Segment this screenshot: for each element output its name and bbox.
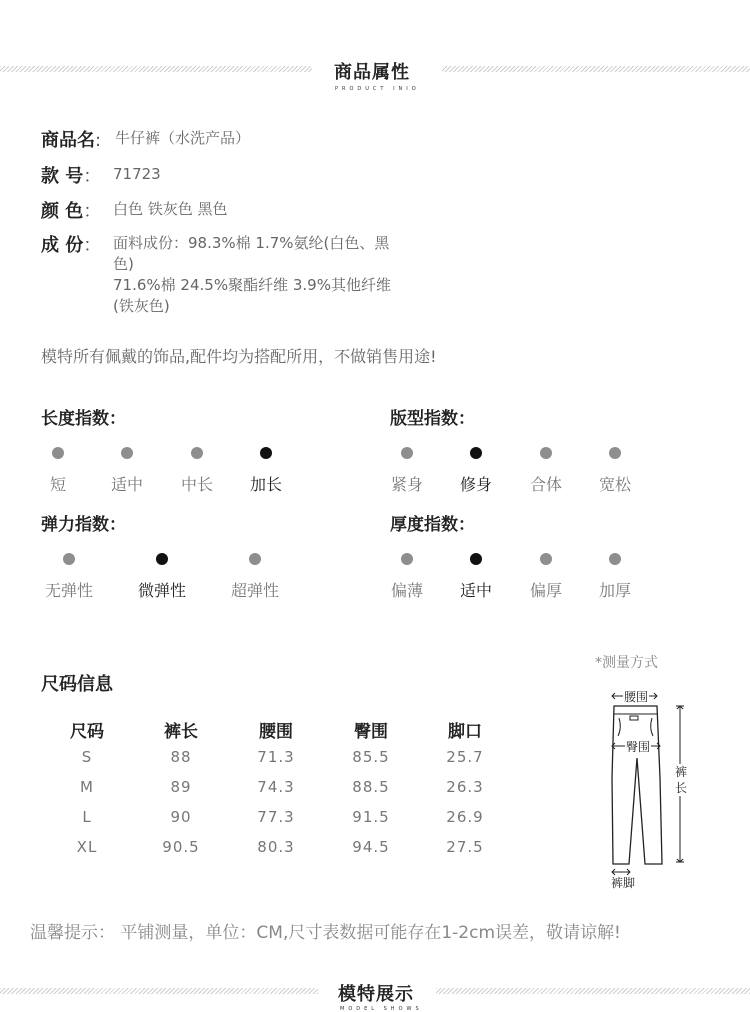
attribute-label: 商品名: <box>41 130 102 151</box>
size-table-cell: 89 <box>170 778 192 796</box>
index-dot <box>260 447 272 459</box>
attribute-label-text: 款 号 <box>41 166 84 187</box>
index-dot <box>470 553 482 565</box>
size-table-cell: 27.5 <box>446 838 484 856</box>
index-title: 弹力指数： <box>41 515 126 535</box>
section-title-model-show: 模特展示 <box>338 984 414 1005</box>
attribute-value: 面料成份：98.3%棉 1.7%氨纶(白色、黑 <box>113 234 390 252</box>
header-stripe-right <box>442 66 750 72</box>
diagram-label-hem: 裤脚 <box>611 876 636 890</box>
diagram-label-hip: 臀围 <box>626 740 651 754</box>
attribute-value: (铁灰色) <box>113 297 170 315</box>
warm-tip: 温馨提示： 平铺测量，单位：CM,尺寸表数据可能存在1-2cm误差，敬请谅解! <box>30 923 621 943</box>
section-subtitle-product-attributes: PRODUCT INIO <box>335 86 420 92</box>
index-dot <box>63 553 75 565</box>
footer-stripe-right <box>436 988 750 994</box>
size-table-cell: 85.5 <box>352 748 390 766</box>
size-table-cell: 25.7 <box>446 748 484 766</box>
index-dot <box>540 553 552 565</box>
size-table-header: 臀围 <box>354 722 388 742</box>
index-option: 偏薄 <box>390 581 423 600</box>
index-option: 短 <box>49 475 66 494</box>
attribute-label: 成 份： <box>41 235 102 256</box>
attribute-value: 白色 铁灰色 黑色 <box>113 200 228 218</box>
index-option: 紧身 <box>390 475 423 494</box>
size-table-cell: 26.3 <box>446 778 484 796</box>
index-dot <box>156 553 168 565</box>
section-subtitle-model-show: MODEL SHOWS <box>340 1006 423 1012</box>
size-table-cell: 88 <box>170 748 192 766</box>
attribute-label: 款 号： <box>41 166 102 187</box>
index-dot <box>52 447 64 459</box>
index-dot <box>121 447 133 459</box>
index-option: 偏厚 <box>529 581 562 600</box>
size-table-cell: 80.3 <box>257 838 295 856</box>
index-dot <box>191 447 203 459</box>
index-dot <box>609 447 621 459</box>
size-table-cell: L <box>82 808 92 826</box>
index-title: 版型指数： <box>390 409 475 429</box>
index-option: 合体 <box>529 475 562 494</box>
footer-stripe-left <box>0 988 318 994</box>
size-table-header: 尺码 <box>70 722 104 742</box>
measure-method-label: *测量方式 <box>595 655 658 671</box>
size-table-cell: 90 <box>170 808 192 826</box>
index-option: 适中 <box>459 581 492 600</box>
index-option: 超弹性 <box>230 581 279 600</box>
size-table-cell: XL <box>76 838 98 856</box>
diagram-label-length: 裤 长 <box>674 765 687 795</box>
attribute-value: 71.6%棉 24.5%聚酯纤维 3.9%其他纤维 <box>113 276 391 294</box>
index-dot <box>540 447 552 459</box>
size-table-cell: 26.9 <box>446 808 484 826</box>
size-table-header: 脚口 <box>448 722 482 742</box>
size-info-title: 尺码信息 <box>41 674 113 695</box>
header-stripe-left <box>0 66 312 72</box>
attribute-value: 71723 <box>113 165 161 183</box>
index-dot <box>401 447 413 459</box>
index-dot <box>249 553 261 565</box>
attribute-label-text: 成 份 <box>41 235 84 256</box>
index-title: 厚度指数： <box>390 515 475 535</box>
section-title-product-attributes: 商品属性 <box>334 62 410 83</box>
index-option: 宽松 <box>598 475 631 494</box>
size-table-header: 腰围 <box>259 722 293 742</box>
index-option: 加长 <box>249 475 282 494</box>
index-option: 无弹性 <box>44 581 93 600</box>
size-table-cell: S <box>81 748 93 766</box>
size-table-cell: 71.3 <box>257 748 295 766</box>
index-option: 适中 <box>110 475 143 494</box>
size-table-cell: 90.5 <box>162 838 200 856</box>
index-dot <box>401 553 413 565</box>
size-table-cell: 88.5 <box>352 778 390 796</box>
size-table-cell: 91.5 <box>352 808 390 826</box>
index-option: 修身 <box>459 475 492 494</box>
attribute-value: 牛仔裤（水洗产品） <box>115 129 251 147</box>
size-table-cell: 74.3 <box>257 778 295 796</box>
index-option: 中长 <box>180 475 213 494</box>
size-table-cell: 77.3 <box>257 808 295 826</box>
attribute-label: 颜 色： <box>41 201 102 222</box>
index-dot <box>470 447 482 459</box>
accessory-note: 模特所有佩戴的饰品,配件均为搭配所用，不做销售用途! <box>41 347 437 366</box>
attribute-value: 色) <box>113 255 134 273</box>
diagram-label-waist: 腰围 <box>624 690 649 704</box>
index-dot <box>609 553 621 565</box>
size-table-header: 裤长 <box>164 722 198 742</box>
attribute-label-text: 颜 色 <box>41 201 84 222</box>
index-title: 长度指数： <box>41 409 126 429</box>
index-option: 微弹性 <box>137 581 186 600</box>
attribute-label-text: 商品名 <box>41 130 95 151</box>
size-table-cell: 94.5 <box>352 838 390 856</box>
size-table-cell: M <box>80 778 94 796</box>
index-option: 加厚 <box>598 581 631 600</box>
